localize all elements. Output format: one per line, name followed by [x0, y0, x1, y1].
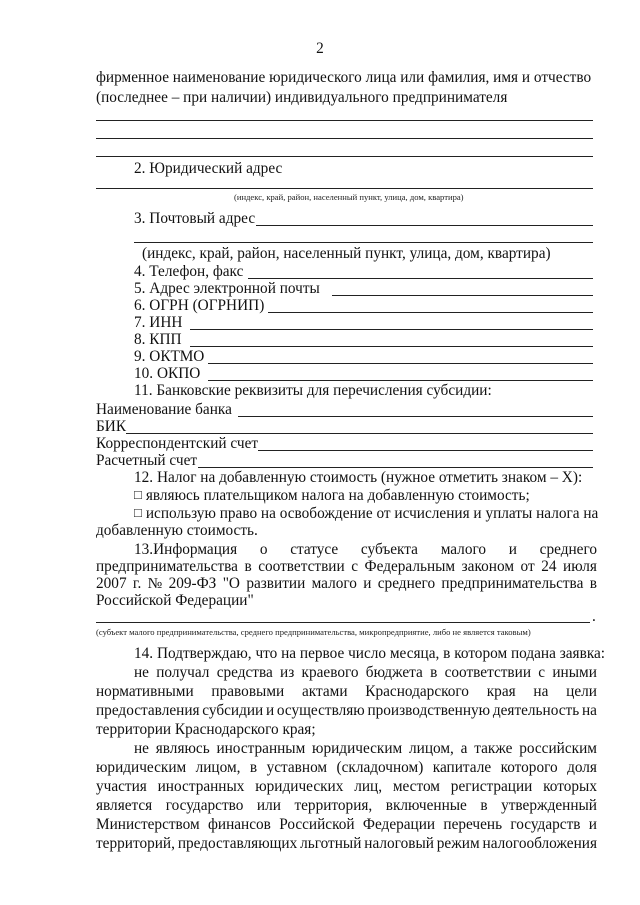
- bank-name-field[interactable]: [238, 416, 593, 417]
- bank-name-label: Наименование банка: [96, 401, 232, 418]
- confirm-p1-line-4: территории Краснодарского края;: [96, 721, 316, 738]
- confirm-p2-line-4: является государство или территория, включенные в утвержденный: [96, 797, 597, 814]
- checkbox-icon[interactable]: □: [134, 487, 142, 502]
- sme-line-1: 13.Информация о статусе субъекта малого и среднего: [134, 541, 597, 558]
- confirm-p2-line-5: Министерством финансов Российской Федерации перечень государств и: [96, 816, 597, 833]
- page-number: 2: [316, 40, 324, 57]
- confirm-p1-line-3: предоставления субсидии и осуществляю производственную деятельность на: [96, 702, 597, 719]
- corr-account-field[interactable]: [258, 450, 593, 451]
- phone-label: 4. Телефон, факс: [134, 263, 244, 280]
- postal-address-hint: (индекс, край, район, населенный пункт, улица, дом, квартира): [142, 245, 551, 262]
- confirm-title: 14. Подтверждаю, что на первое число месяца, в котором подана заявка:: [134, 645, 606, 662]
- vat-title: 12. Налог на добавленную стоимость (нужное отметить знаком – X):: [134, 469, 583, 486]
- sme-status-field[interactable]: [96, 622, 590, 623]
- kpp-label: 8. КПП: [134, 331, 182, 348]
- email-label: 5. Адрес электронной почты: [134, 280, 320, 297]
- email-field[interactable]: [332, 295, 593, 296]
- oktmo-field[interactable]: [208, 363, 593, 364]
- confirm-p1-line-1: не получал средства из краевого бюджета в соответствии с иными: [134, 664, 597, 681]
- checkbox-icon[interactable]: □: [134, 505, 142, 520]
- vat-option-exempt-cont: добавленную стоимость.: [96, 522, 258, 539]
- inn-label: 7. ИНН: [134, 314, 183, 331]
- fill-line[interactable]: [96, 138, 593, 139]
- okpo-label: 10. ОКПО: [134, 365, 201, 382]
- fill-line[interactable]: [96, 120, 593, 121]
- account-label: Расчетный счет: [96, 452, 198, 469]
- bik-label: БИК: [96, 418, 127, 435]
- ogrn-label: 6. ОГРН (ОГРНИП): [134, 297, 265, 314]
- intro-line-1: фирменное наименование юридического лица или фамилия, имя и отчество: [96, 69, 592, 86]
- vat-option-exempt-label: использую право на освобождение от исчисления и уплаты налога на: [145, 505, 599, 522]
- postal-address-label: 3. Почтовый адрес: [134, 210, 256, 227]
- account-field[interactable]: [198, 467, 593, 468]
- legal-address-line[interactable]: [96, 188, 593, 189]
- ogrn-field[interactable]: [268, 312, 593, 313]
- vat-option-payer[interactable]: [134, 487, 530, 505]
- inn-field[interactable]: [190, 329, 593, 330]
- bank-title: 11. Банковские реквизиты для перечисления субсидии:: [134, 382, 492, 399]
- confirm-p2-line-1: не являюсь иностранным юридическим лицом, а также российским: [134, 740, 597, 757]
- vat-option-exempt[interactable]: [134, 505, 598, 523]
- sme-line-2: предпринимательства в соответствии с Федеральным законом от 24 июля: [96, 558, 597, 575]
- confirm-p2-line-3: участия иностранных юридических лиц, местом регистрации которых: [96, 778, 597, 795]
- sme-line-3: 2007 г. № 209-ФЗ "О развитии малого и среднего предпринимательства в: [96, 575, 597, 592]
- confirm-p1-line-2: нормативными правовыми актами Краснодарского края на цели: [96, 683, 597, 700]
- confirm-p2-line-2: юридическим лицом, в уставном (складочном) капитале которого доля: [96, 759, 597, 776]
- vat-option-payer-label: являюсь плательщиком налога на добавленную стоимость;: [145, 487, 530, 504]
- sme-line-4: Российской Федерации": [96, 592, 254, 609]
- legal-address-hint: (индекс, край, район, населенный пункт, улица, дом, квартира): [234, 192, 464, 202]
- intro-line-2: (последнее – при наличии) индивидуального предпринимателя: [96, 89, 508, 106]
- okpo-field[interactable]: [208, 380, 593, 381]
- sme-end-mark: .: [592, 608, 596, 625]
- corr-account-label: Корреспондентский счет: [96, 435, 259, 452]
- legal-address-label: 2. Юридический адрес: [134, 160, 283, 177]
- kpp-field[interactable]: [190, 346, 593, 347]
- postal-address-line[interactable]: [256, 225, 593, 226]
- fill-line[interactable]: [96, 156, 593, 157]
- phone-field[interactable]: [248, 278, 593, 279]
- confirm-p2-line-6: территорий, предоставляющих льготный налоговый режим налогообложения: [96, 835, 597, 852]
- postal-address-line-2[interactable]: [134, 242, 593, 243]
- oktmo-label: 9. ОКТМО: [134, 348, 205, 365]
- bik-field[interactable]: [126, 433, 593, 434]
- sme-hint: (субъект малого предпринимательства, среднего предпринимательства, микропредприятие, либо не является таковым): [96, 627, 531, 637]
